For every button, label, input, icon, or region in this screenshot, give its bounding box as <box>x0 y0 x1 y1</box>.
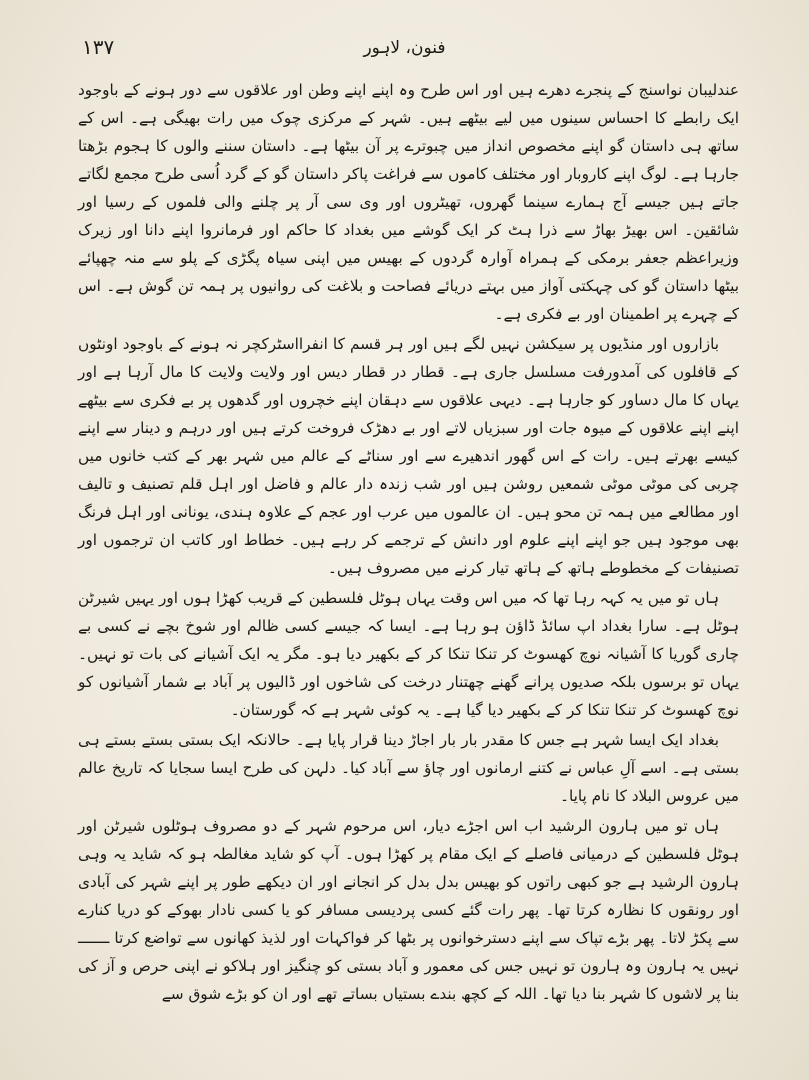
paragraph: ہاں تو میں یہ کہہ رہا تھا کہ میں اس وقت یہاں ہوٹل فلسطین کے قریب کھڑا ہوں اور یہیں شیرٹن ہوٹل ہے۔ سارا بغداد اپ سائڈ ڈاؤن ہو رہا ہے۔ ایسا کہ جیسے کسی ظالم اور شوخ بچے نے کسی بے چاری گوریا کا آشیانہ نوچ کھسوٹ کر تنکا تنکا کر کے بکھیر دیا ہو۔ مگر یہ ایک آشیانے کی بات تو نہیں۔ یہاں تو برسوں بلکہ صدیوں پرانے گھنے چھتنار درخت کی شاخوں اور ڈالیوں پر آباد بے شمار آشیانوں کو نوچ کھسوٹ کر تنکا تنکا کر کے بکھیر دیا گیا ہے۔ یہ کوئی شہر ہے کہ گورستان۔ <box>78 589 739 719</box>
body-text <box>78 76 739 1010</box>
page-header <box>82 32 727 62</box>
paragraph: بغداد ایک ایسا شہر ہے جس کا مقدر بار بار اجاڑ دینا قرار پایا ہے۔ حالانکہ ایک بستی بستے بستے ہی بستی ہے۔ اسے آلِ عباس نے کتنے ارمانوں اور چاؤ سے آباد کیا۔ دلہن کی طرح ایسا سجایا کہ تاریخ عالم میں عروس البلاد کا نام پایا۔ <box>78 731 739 805</box>
paragraph: ہاں تو میں ہارون الرشید اب اس اجڑے دیار، اس مرحوم شہر کے دو مصروف ہوٹلوں شیرٹن اور ہوٹل فلسطین کے درمیانی فاصلے کے ایک مقام پر کھڑا ہوں۔ آپ کو شاید مغالطہ ہو کہ شاید یہ وہی ہارون الرشید ہے جو کبھی راتوں کو بھیس بدل بدل کر انجانے اور ان دیکھے طور پر اپنے شہر کی آبادی اور رونقوں کا نظارہ کرتا تھا۔ پھر رات گئے کسی پردیسی مسافر کو یا کسی نادار بھوکے کو دریا کنارے سے پکڑ لاتا۔ پھر بڑے تپاک سے اپنے دسترخوانوں پر بٹھا کر فواکہات اور لذیذ کھانوں سے تواضع کرتا ـــــــ نہیں یہ ہارون وہ ہارون تو نہیں جس کی معمور و آباد بستی کو چنگیز اور ہلاکو نے اپنی حرص و آز کی بنا پر لاشوں کا شہر بنا دیا تھا۔ اللہ کے کچھ بندے بستیاں بساتے تھے اور ان کو بڑے شوق سے <box>78 817 739 1003</box>
paragraph: عندلیبان نواسنج کے پنجرے دھرے ہیں اور اس طرح وہ اپنے اپنے وطن اور علاقوں سے دور ہونے کے باوجود ایک رابطے کا احساس سینوں میں لیے بیٹھے ہیں۔ شہر کے مرکزی چوک میں رات بھیگی ہے۔ اس کے ساتھ ہی داستان گو اپنے مخصوص انداز میں چبوترے پر آن بیٹھا ہے۔ داستان سننے والوں کا ہجوم بڑھتا جارہا ہے۔ لوگ اپنے کاروبار اور مختلف کاموں سے فراغت پاکر داستان گو کے گرد اُسی طرح مجمع لگاتے جاتے ہیں جیسے آج ہمارے سینما گھروں، تھیٹروں اور وی سی آر پر چلنے والی فلموں کے رسیا اور شائقین۔ اس بھیڑ بھاڑ سے ذرا ہٹ کر ایک گوشے میں بغداد کا حاکم اور فرمانروا اپنے دانا اور زیرک وزیراعظم جعفر برمکی کے ہمراہ آوارہ گردوں کے بھیس میں اپنی سیاہ پگڑی کے پلو سے منہ چھپائے بیٹھا داستان گو کی چہکتی آواز میں بہتے دریائے فصاحت و بلاغت کی روانیوں پر ہمہ تن گوش ہے۔ اس کے چہرے پر اطمینان اور بے فکری ہے۔ <box>78 81 739 323</box>
running-head: فنون، لاہور <box>363 37 446 58</box>
page-number: ۱۳۷ <box>82 35 115 59</box>
paragraph: بازاروں اور منڈیوں پر سیکشن نہیں لگے ہیں اور ہر قسم کا انفرااسٹرکچر نہ ہونے کے باوجود اونٹوں کے قافلوں کی آمدورفت مسلسل جاری ہے۔ قطار در قطار دیس اور ولایت ولایت کا مال آرہا ہے اور یہاں کا مال دساور کو جارہا ہے۔ دیہی علاقوں سے دہقان اپنے خچروں اور گدھوں پر بے فکری سے بیٹھے اپنے اپنے علاقوں کے میوہ جات اور سبزیاں لاتے اور بے دھڑک فروخت کرتے ہیں اور درہم و دینار سے اپنے کیسے بھرتے ہیں۔ رات کے اس گھور اندھیرے سے اور سناٹے کے عالم میں شہر بھر کے کتب خانوں میں چربی کی موٹی موٹی شمعیں روشن ہیں اور شب زندہ دار عالم و فاضل اور اہل قلم تصنیف و تالیف اور مطالعے میں ہمہ تن محو ہیں۔ ان عالموں میں عرب اور عجم کے علاوہ ہندی، یونانی اور اہل فرنگ بھی موجود ہیں جو اپنے اپنے علوم اور دانش کے ترجمے کر رہے ہیں۔ خطاط اور کاتب ان ترجموں اور تصنیفات کے مخطوطے ہاتھ کے ہاتھ تیار کرنے میں مصروف ہیں۔ <box>78 335 739 577</box>
